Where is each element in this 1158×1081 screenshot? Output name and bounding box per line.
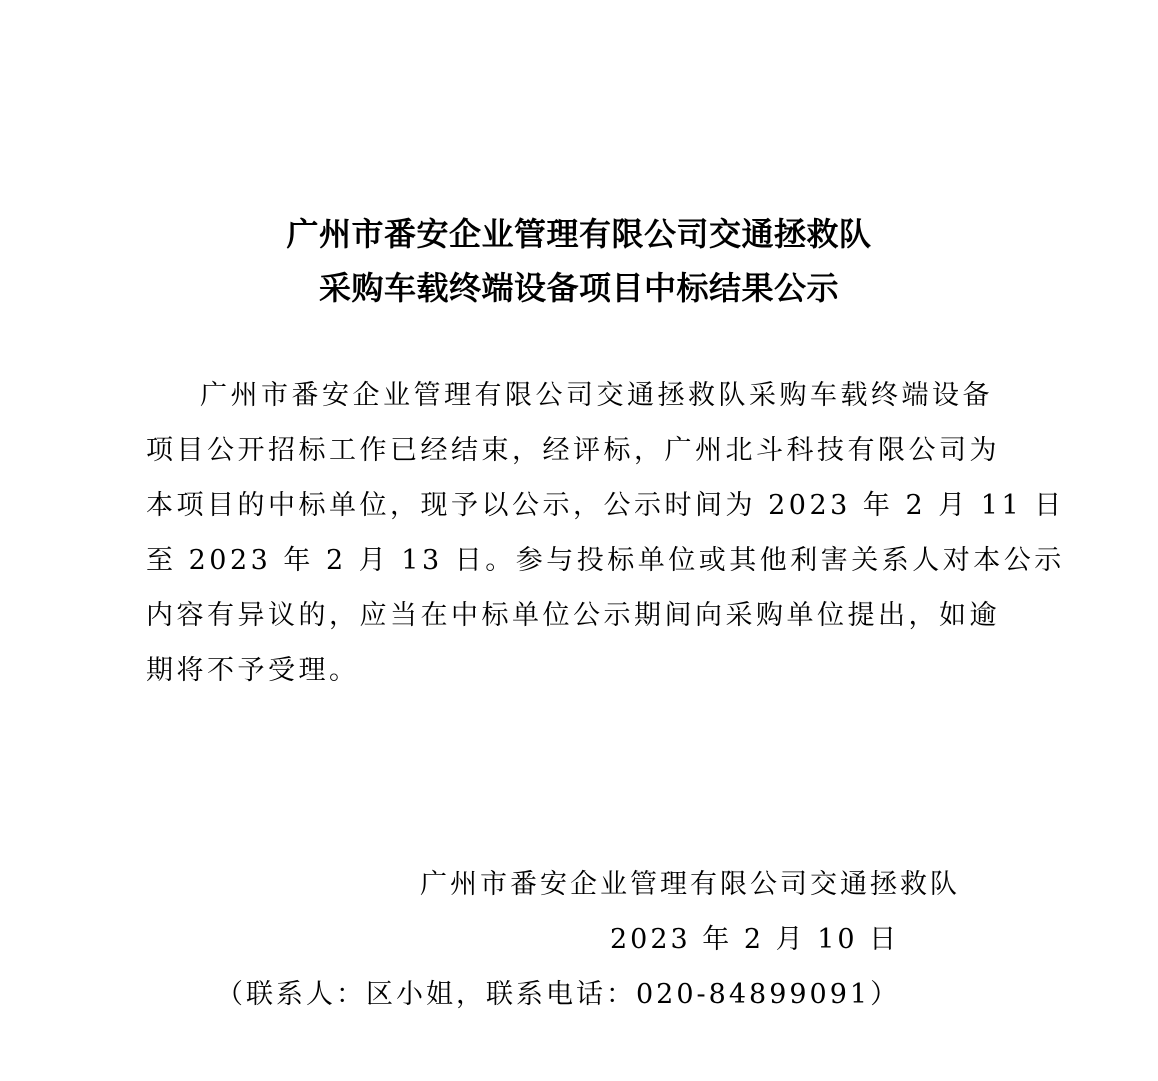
document-title-line-1: 广州市番安企业管理有限公司交通拯救队 — [286, 215, 872, 253]
body-line-4: 至 2023 年 2 月 13 日。参与投标单位或其他利害关系人对本公示 — [146, 545, 1065, 576]
body-line-5: 内容有异议的，应当在中标单位公示期间向采购单位提出，如逾 — [146, 600, 1000, 631]
body-line-1: 广州市番安企业管理有限公司交通拯救队采购车载终端设备 — [200, 380, 993, 411]
signature-date: 2023 年 2 月 10 日 — [610, 924, 900, 955]
body-line-6: 期将不予受理。 — [146, 655, 360, 686]
body-line-2: 项目公开招标工作已经结束，经评标，广州北斗科技有限公司为 — [146, 435, 1000, 466]
document-title-line-2: 采购车载终端设备项目中标结果公示 — [318, 269, 839, 307]
body-line-3: 本项目的中标单位，现予以公示，公示时间为 2023 年 2 月 11 日 — [146, 490, 1065, 521]
signature-organization: 广州市番安企业管理有限公司交通拯救队 — [420, 869, 960, 900]
contact-info: （联系人：区小姐，联系电话：020-84899091） — [216, 979, 901, 1010]
